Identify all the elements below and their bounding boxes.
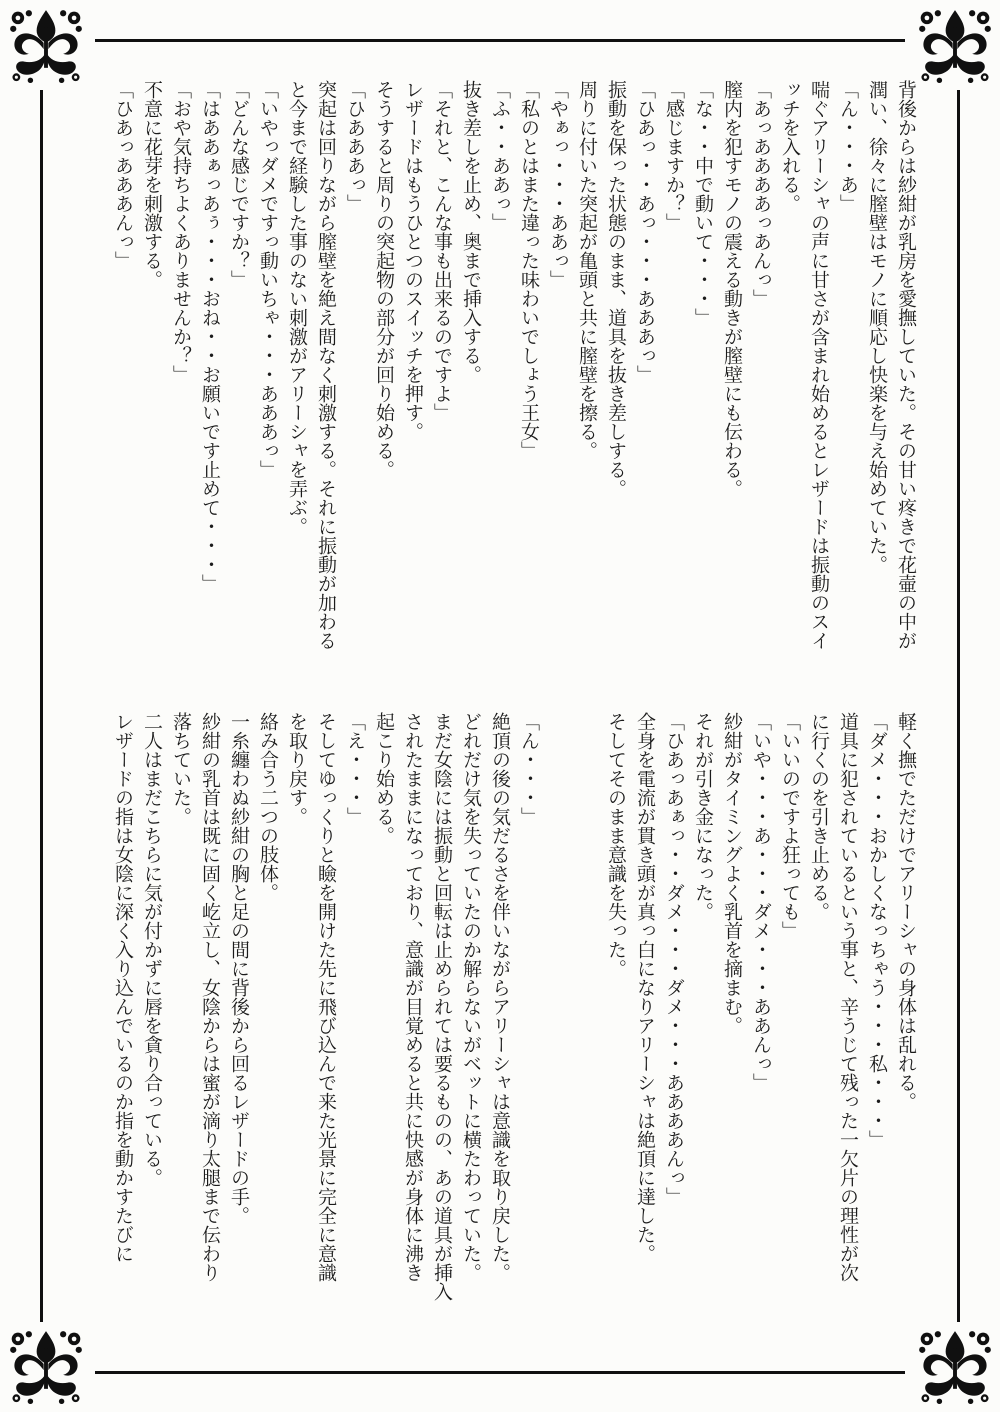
text-column: そしてそのまま意識を失った。: [605, 712, 626, 978]
text-column: 背後からは紗紺が乳房を愛撫していた。その甘い疼きで花壷の中が: [895, 80, 916, 650]
text-column: 突起は回りながら膣壁を絶え間なく刺激する。それに振動が加わる: [315, 80, 336, 650]
text-column: レザードはもうひとつのスイッチを押す。: [402, 80, 423, 441]
text-column: と今まで経験した事のない刺激がアリーシャを弄ぶ。: [286, 80, 307, 536]
text-column: 「おや気持ちよくありませんか？」: [170, 80, 191, 384]
text-column: 全身を電流が貫き頭が真っ白になりアリーシャは絶頂に達した。: [634, 712, 655, 1263]
text-column: それが引き金になった。: [692, 712, 713, 921]
text-column: 絡み合う二つの肢体。: [257, 712, 278, 902]
text-column: 軽く撫でただけでアリーシャの身体は乱れる。: [895, 712, 916, 1111]
text-column: そしてゆっくりと瞼を開けた先に飛び込んで来た光景に完全に意識: [315, 712, 336, 1282]
right-border-rule: [957, 90, 960, 1322]
scene-break-column: [572, 712, 601, 1326]
text-column: 周りに付いた突起が亀頭と共に膣壁を擦る。: [576, 80, 597, 460]
text-column: レザードの指は女陰に深く入り込んでいるのか指を動かすたびに: [112, 712, 133, 1263]
text-column: 「ひあっ・・あっ・・・あああっ」: [634, 80, 655, 384]
text-block-top: [108, 80, 920, 694]
text-column: 「いいのですよ狂っても」: [779, 712, 800, 940]
text-column: 「ん・・・あ」: [837, 80, 858, 213]
text-column: 起こり始める。: [373, 712, 394, 845]
text-column: 振動を保った状態のまま、道具を抜き差しする。: [605, 80, 626, 498]
text-column: どれだけ気を失っていたのか解らないがベットに横たわっていた。: [460, 712, 481, 1282]
text-column: 喘ぐアリーシャの声に甘さが含まれ始めるとレザードは振動のスイ: [808, 80, 829, 650]
text-column: 紗紺がタイミングよく乳首を摘まむ。: [721, 712, 742, 1035]
text-column: 「はああぁっあぅ・・・おね・・お願いです止めて・・・」: [199, 80, 220, 593]
text-column: 「いや・・・あ・・・ダメ・・・ああんっ」: [750, 712, 771, 1092]
text-column: を取り戻す。: [286, 712, 307, 826]
text-column: 落ちていた。: [170, 712, 191, 826]
text-block-bottom: [108, 712, 920, 1326]
corner-ornament-icon: [916, 1328, 994, 1406]
text-column: に行くのを引き止める。: [808, 712, 829, 921]
text-column: 紗紺の乳首は既に固く屹立し、女陰からは蜜が滴り太腿まで伝わり: [199, 712, 220, 1282]
text-column: 「な・・中で動いて・・・」: [692, 80, 713, 327]
text-column: 「え・・・」: [344, 712, 365, 826]
left-border-rule: [40, 90, 43, 1322]
text-column: 「それと、こんな事も出来るのですよ」: [431, 80, 452, 422]
text-column: 絶頂の後の気だるさを伴いながらアリーシャは意識を取り戻した。: [489, 712, 510, 1282]
text-column: 二人はまだこちらに気が付かずに唇を貪り合っている。: [141, 712, 162, 1187]
bottom-border-rule: [95, 1371, 905, 1374]
corner-ornament-icon: [7, 7, 85, 85]
text-column: 「あっああああっあんっ」: [750, 80, 771, 308]
text-column: ッチを入れる。: [779, 80, 800, 213]
text-column: 「いやっダメですっ動いちゃ・・・あああっ」: [257, 80, 278, 479]
text-column: 不意に花芽を刺激する。: [141, 80, 162, 289]
text-column: 「感じますか？」: [663, 80, 684, 232]
text-column: 一糸纏わぬ紗紺の胸と足の間に背後から回るレザードの手。: [228, 712, 249, 1225]
text-column: まだ女陰には振動と回転は止められては要るものの、あの道具が挿入: [431, 712, 452, 1301]
text-column: 「どんな感じですか？」: [228, 80, 249, 289]
text-column: 抜き差しを止め、奥まで挿入する。: [460, 80, 481, 384]
text-column: 「やぁっ・・・ああっ」: [547, 80, 568, 289]
text-column: 潤い、徐々に膣壁はモノに順応し快楽を与え始めていた。: [866, 80, 887, 574]
text-column: 道具に犯されているという事と、辛うじて残った一欠片の理性が次: [837, 712, 858, 1282]
text-column: 「ひあっあぁっ・・ダメ・・・ダメ・・・ああああんっ」: [663, 712, 684, 1206]
corner-ornament-icon: [7, 1328, 85, 1406]
top-border-rule: [95, 39, 905, 42]
scene-break-column: [543, 712, 572, 1326]
text-column: 「ひあああっ」: [344, 80, 365, 213]
text-column: 「ん・・・」: [518, 712, 539, 826]
text-column: 「ひあっあああんっ」: [112, 80, 133, 270]
text-column: 「ふ・・ああっ」: [489, 80, 510, 232]
text-column: されたままになっており、意識が目覚めると共に快感が身体に沸き: [402, 712, 423, 1282]
corner-ornament-icon: [916, 7, 994, 85]
text-column: 膣内を犯すモノの震える動きが膣壁にも伝わる。: [721, 80, 742, 498]
text-column: 「ダメ・・・おかしくなっちゃう・・・私・・・」: [866, 712, 887, 1149]
text-column: 「私のとはまた違った味わいでしょう王女」: [518, 80, 539, 460]
text-column: そうすると周りの突起物の部分が回り始める。: [373, 80, 394, 479]
